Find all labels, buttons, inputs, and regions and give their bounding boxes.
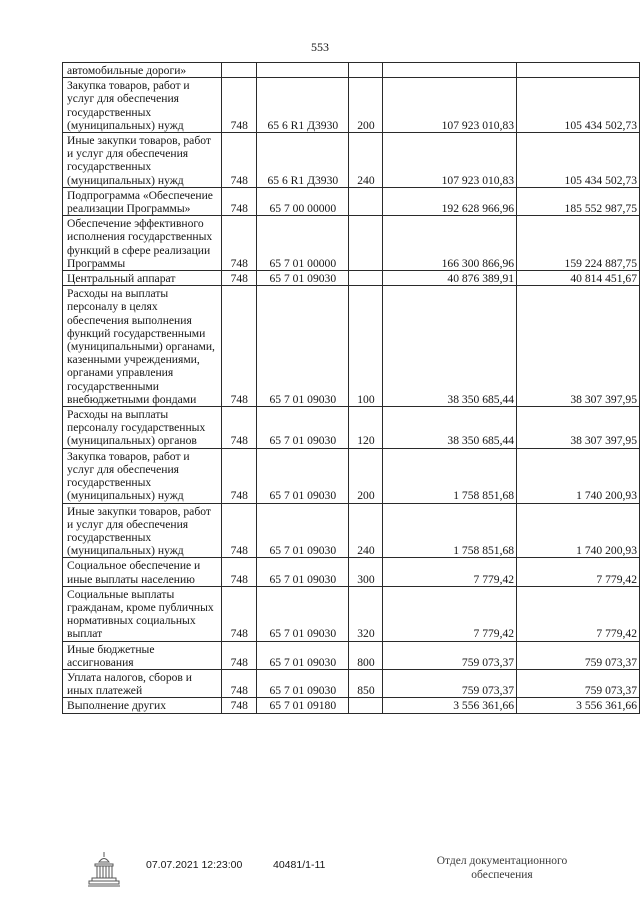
expense-type-cell: 200 <box>349 448 383 503</box>
amount-year1-cell: 38 350 685,44 <box>383 407 517 449</box>
amount-year2-cell: 40 814 451,67 <box>517 271 640 286</box>
amount-year1-cell: 107 923 010,83 <box>383 133 517 188</box>
registration-number: 40481/1-11 <box>273 859 326 871</box>
amount-year2-cell: 759 073,37 <box>517 669 640 697</box>
expense-name-cell: автомобильные дороги» <box>63 63 222 78</box>
table-row <box>63 187 640 215</box>
table-row <box>63 503 640 558</box>
amount-year2-cell: 7 779,42 <box>517 586 640 641</box>
amount-year2-cell: 38 307 397,95 <box>517 407 640 449</box>
expense-name-cell: Иные закупки товаров, работ и услуг для обеспечения государственных (муниципальных) нужд <box>63 133 222 188</box>
amount-year2-cell: 105 434 502,73 <box>517 133 640 188</box>
target-article-cell: 65 7 01 09030 <box>257 448 349 503</box>
target-article-cell: 65 7 01 09180 <box>257 698 349 713</box>
stamp-timestamp: 07.07.2021 12:23:00 <box>146 859 243 871</box>
expense-type-cell: 120 <box>349 407 383 449</box>
table-row <box>63 133 640 188</box>
amount-year1-cell: 7 779,42 <box>383 558 517 586</box>
expense-type-cell: 200 <box>349 78 383 133</box>
ministry-code-cell: 748 <box>222 698 257 713</box>
table-row <box>63 698 640 713</box>
ministry-code-cell: 748 <box>222 669 257 697</box>
target-article-cell: 65 7 01 09030 <box>257 286 349 407</box>
amount-year1-cell: 192 628 966,96 <box>383 187 517 215</box>
ministry-code-cell: 748 <box>222 448 257 503</box>
expense-name-cell: Расходы на выплаты персоналу государственных (муниципальных) органов <box>63 407 222 449</box>
ministry-code-cell <box>222 63 257 78</box>
ministry-code-cell: 748 <box>222 407 257 449</box>
ministry-code-cell: 748 <box>222 641 257 669</box>
page-number: 553 <box>311 40 329 54</box>
amount-year2-cell <box>517 63 640 78</box>
budget-table-body <box>63 63 640 714</box>
department-stamp-line-1: Отдел документационного <box>436 855 568 867</box>
table-row <box>63 271 640 286</box>
expense-name-cell: Подпрограмма «Обеспечение реализации Программы» <box>63 187 222 215</box>
ministry-code-cell: 748 <box>222 286 257 407</box>
table-row <box>63 78 640 133</box>
expense-name-cell: Иные бюджетные ассигнования <box>63 641 222 669</box>
table-row <box>63 286 640 407</box>
amount-year1-cell: 1 758 851,68 <box>383 448 517 503</box>
target-article-cell: 65 7 01 09030 <box>257 407 349 449</box>
target-article-cell: 65 7 01 00000 <box>257 216 349 271</box>
expense-type-cell <box>349 216 383 271</box>
target-article-cell: 65 7 01 09030 <box>257 503 349 558</box>
expense-name-cell: Закупка товаров, работ и услуг для обеспечения государственных (муниципальных) нужд <box>63 448 222 503</box>
table-row <box>63 641 640 669</box>
amount-year1-cell: 40 876 389,91 <box>383 271 517 286</box>
budget-table <box>62 62 640 714</box>
expense-name-cell: Обеспечение эффективного исполнения государственных функций в сфере реализации Программы <box>63 216 222 271</box>
amount-year2-cell: 185 552 987,75 <box>517 187 640 215</box>
amount-year1-cell: 166 300 866,96 <box>383 216 517 271</box>
expense-name-cell: Уплата налогов, сборов и иных платежей <box>63 669 222 697</box>
target-article-cell: 65 7 01 09030 <box>257 669 349 697</box>
expense-type-cell: 100 <box>349 286 383 407</box>
target-article-cell: 65 7 00 00000 <box>257 187 349 215</box>
target-article-cell <box>257 63 349 78</box>
target-article-cell: 65 7 01 09030 <box>257 558 349 586</box>
expense-type-cell <box>349 698 383 713</box>
amount-year2-cell: 7 779,42 <box>517 558 640 586</box>
amount-year1-cell: 1 758 851,68 <box>383 503 517 558</box>
ministry-code-cell: 748 <box>222 78 257 133</box>
ministry-code-cell: 748 <box>222 271 257 286</box>
target-article-cell: 65 7 01 09030 <box>257 641 349 669</box>
ministry-code-cell: 748 <box>222 586 257 641</box>
expense-type-cell: 300 <box>349 558 383 586</box>
expense-name-cell: Социальные выплаты гражданам, кроме публичных нормативных социальных выплат <box>63 586 222 641</box>
page-footer <box>0 850 640 900</box>
ministry-code-cell: 748 <box>222 216 257 271</box>
amount-year1-cell: 3 556 361,66 <box>383 698 517 713</box>
ministry-code-cell: 748 <box>222 503 257 558</box>
amount-year2-cell: 759 073,37 <box>517 641 640 669</box>
ministry-code-cell: 748 <box>222 133 257 188</box>
expense-name-cell: Социальное обеспечение и иные выплаты населению <box>63 558 222 586</box>
expense-name-cell: Выполнение других <box>63 698 222 713</box>
target-article-cell: 65 7 01 09030 <box>257 586 349 641</box>
expense-name-cell: Центральный аппарат <box>63 271 222 286</box>
table-row <box>63 669 640 697</box>
amount-year1-cell: 7 779,42 <box>383 586 517 641</box>
table-row <box>63 407 640 449</box>
target-article-cell: 65 6 R1 Д3930 <box>257 78 349 133</box>
target-article-cell: 65 7 01 09030 <box>257 271 349 286</box>
amount-year1-cell: 38 350 685,44 <box>383 286 517 407</box>
expense-type-cell: 240 <box>349 503 383 558</box>
amount-year2-cell: 38 307 397,95 <box>517 286 640 407</box>
amount-year2-cell: 159 224 887,75 <box>517 216 640 271</box>
department-stamp-line-2: обеспечения <box>471 869 533 881</box>
ministry-code-cell: 748 <box>222 187 257 215</box>
amount-year2-cell: 3 556 361,66 <box>517 698 640 713</box>
table-row <box>63 558 640 586</box>
expense-name-cell: Закупка товаров, работ и услуг для обеспечения государственных (муниципальных) нужд <box>63 78 222 133</box>
expense-type-cell <box>349 63 383 78</box>
expense-type-cell: 240 <box>349 133 383 188</box>
expense-name-cell: Расходы на выплаты персоналу в целях обеспечения выполнения функций государственными (муниципальными) органами, казенными учреждениями, органами управления государственными внебюджетными фондами <box>63 286 222 407</box>
target-article-cell: 65 6 R1 Д3930 <box>257 133 349 188</box>
expense-type-cell: 850 <box>349 669 383 697</box>
expense-type-cell: 800 <box>349 641 383 669</box>
amount-year2-cell: 1 740 200,93 <box>517 448 640 503</box>
amount-year1-cell <box>383 63 517 78</box>
expense-type-cell <box>349 187 383 215</box>
parliament-building-icon <box>86 850 122 890</box>
expense-type-cell: 320 <box>349 586 383 641</box>
ministry-code-cell: 748 <box>222 558 257 586</box>
table-row <box>63 448 640 503</box>
amount-year1-cell: 759 073,37 <box>383 669 517 697</box>
table-row <box>63 586 640 641</box>
expense-type-cell <box>349 271 383 286</box>
table-row <box>63 63 640 78</box>
amount-year1-cell: 107 923 010,83 <box>383 78 517 133</box>
amount-year2-cell: 105 434 502,73 <box>517 78 640 133</box>
expense-name-cell: Иные закупки товаров, работ и услуг для обеспечения государственных (муниципальных) нужд <box>63 503 222 558</box>
table-row <box>63 216 640 271</box>
amount-year2-cell: 1 740 200,93 <box>517 503 640 558</box>
amount-year1-cell: 759 073,37 <box>383 641 517 669</box>
